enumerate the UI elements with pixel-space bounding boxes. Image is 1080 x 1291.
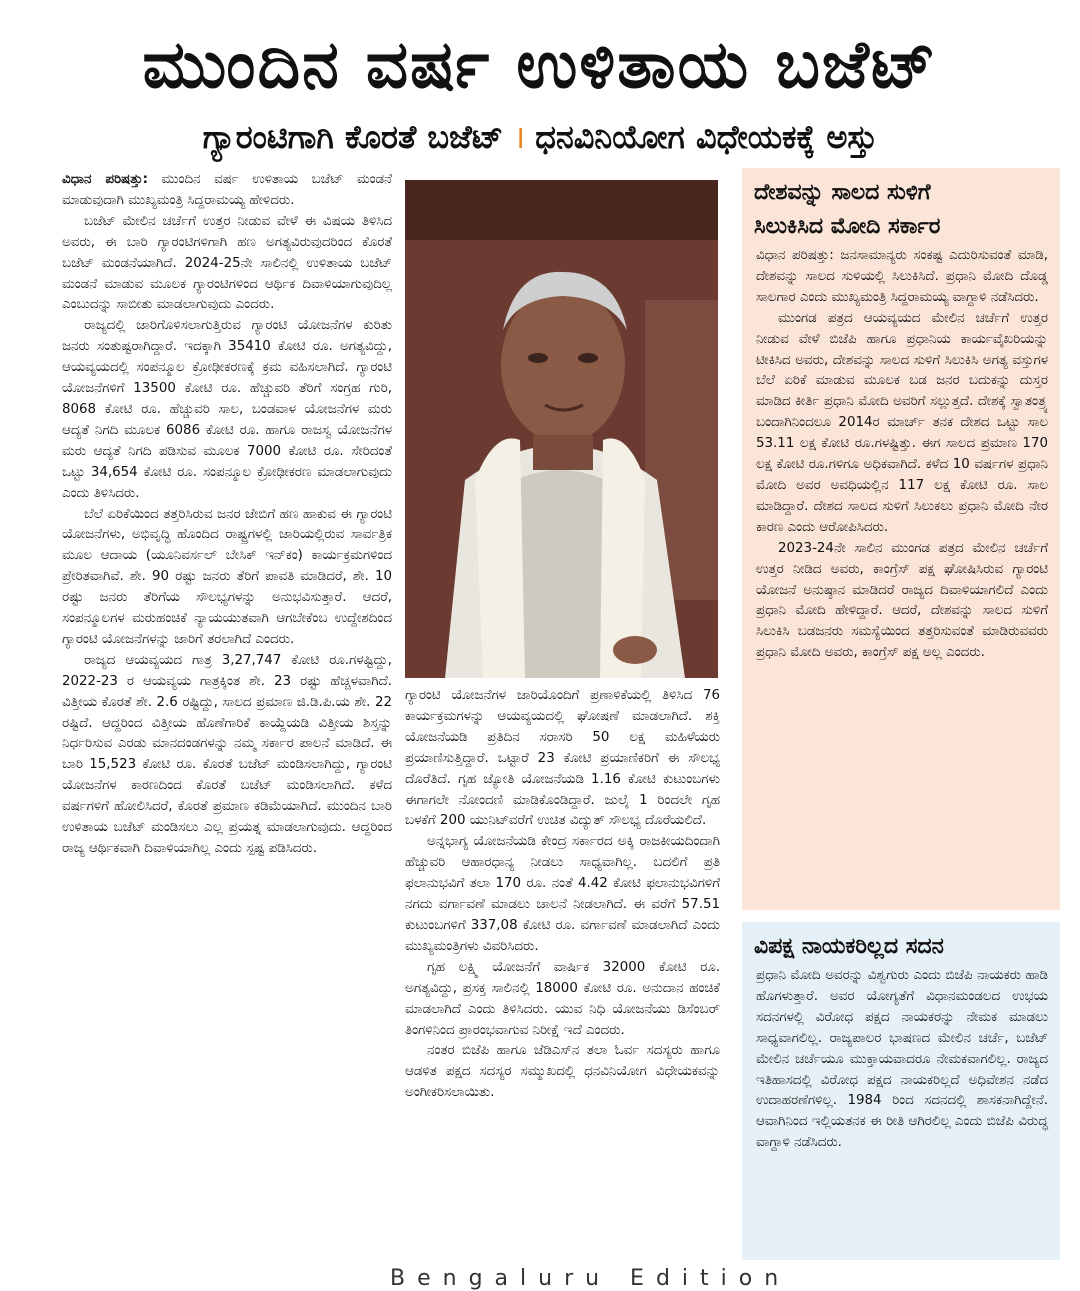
sidebar-box-title: ದೇಶವನ್ನು ಸಾಲದ ಸುಳಿಗೆ ಸಿಲುಕಿಸಿದ ಮೋದಿ ಸರ್ಕಾರ [754, 180, 941, 239]
sidebar-box-modi-debt [742, 168, 1060, 910]
article-paragraph: ಗೃಹ ಲಕ್ಷ್ಮಿ ಯೋಜನೆಗೆ ವಾರ್ಷಿಕ 32000 ಕೋಟಿ ರೂ. ಅಗತ್ಯವಿದ್ದು, ಪ್ರಸಕ್ತ ಸಾಲಿನಲ್ಲಿ 18000 ಕೋಟಿ ರೂ. ಅನುದಾನ ಹಂಚಿಕೆ ಮಾಡಲಾಗಿದೆ ಎಂದು ತಿಳಿಸಿದರು. ಯುವ ನಿಧಿ ಯೋಜನೆಯು ಡಿಸೆಂಬರ್ ತಿಂಗಳಿನಿಂದ ಪ್ರಾರಂಭವಾಗುವ ನಿರೀಕ್ಷೆ ಇದೆ ಎಂದರು. [405, 959, 720, 1038]
sidebar-box-text [742, 966, 1060, 1154]
news-photo [405, 180, 718, 678]
article-paragraph: ನಂತರ ಬಿಜೆಪಿ ಹಾಗೂ ಜೆಡಿಎಸ್‌ನ ತಲಾ ಓರ್ವ ಸದಸ್ಯರು ಹಾಗೂ ಆಡಳಿತ ಪಕ್ಷದ ಸದಸ್ಯರ ಸಮ್ಮುಖದಲ್ಲಿ ಧನವಿನಿಯೋಗ ವಿಧೇಯಕವನ್ನು ಅಂಗೀಕರಿಸಲಾಯಿತು. [405, 1043, 720, 1101]
subheadline-separator: । [513, 118, 526, 156]
subheadline-left: ಗ್ಯಾರಂಟಿಗಾಗಿ ಕೊರತೆ ಬಜೆಟ್ [202, 118, 504, 156]
article-column-left [62, 170, 392, 860]
sidebar-box-text [742, 246, 1060, 664]
article-paragraph: ರಾಜ್ಯದಲ್ಲಿ ಜಾರಿಗೊಳಿಸಲಾಗುತ್ತಿರುವ ಗ್ಯಾರಂಟಿ ಯೋಜನೆಗಳ ಕುರಿತು ಜನರು ಸಂತುಷ್ಟರಾಗಿದ್ದಾರೆ. ಇದಕ್ಕಾಗಿ 35410 ಕೋಟಿ ರೂ. ಅಗತ್ಯವಿದ್ದು, ಆಯವ್ಯಯದಲ್ಲಿ ಸಂಪನ್ಮೂಲ ಕ್ರೋಢೀಕರಣಕ್ಕೆ ಕ್ರಮ ವಹಿಸಲಾಗಿದೆ. ಗ್ಯಾರಂಟಿ ಯೋಜನೆಗಳಿಗೆ 13500 ಕೋಟಿ ರೂ. ಹೆಚ್ಚುವರಿ ತೆರಿಗೆ ಸಂಗ್ರಹ ಗುರಿ, 8068 ಕೋಟಿ ರೂ. ಹೆಚ್ಚುವರಿ ಸಾಲ, ಬಂಡವಾಳ ಯೋಜನೆಗಳ ಮರು ಆದ್ಯತೆ ನಿಗದಿ ಮೂಲಕ 6086 ಕೋಟಿ ರೂ. ಹಾಗೂ ರಾಜಸ್ವ ಯೋಜನೆಗಳ ಮರು ಆದ್ಯತೆ ನಿಗದಿ ಪಡಿಸುವ ಮೂಲಕ 7000 ಕೋಟಿ ರೂ. ಸೇರಿದಂತೆ ಒಟ್ಟು 34,654 ಕೋಟಿ ರೂ. ಸಂಪನ್ಮೂಲ ಕ್ರೋಢೀಕರಣ ಮಾಡಲಾಗುವುದು ಎಂದು ತಿಳಿಸಿದರು. [62, 318, 392, 501]
sidebar-paragraph: ಮುಂಗಡ ಪತ್ರದ ಆಯವ್ಯಯದ ಮೇಲಿನ ಚರ್ಚೆಗೆ ಉತ್ತರ ನೀಡುವ ವೇಳೆ ಬಿಜೆಪಿ ಹಾಗೂ ಪ್ರಧಾನಿಯ ಕಾರ್ಯವೈಖರಿಯನ್ನು ಟೀಕಿಸಿದ ಅವರು, ದೇಶವನ್ನು ಸಾಲದ ಸುಳಿಗೆ ಸಿಲುಕಿಸಿ ಅಗತ್ಯ ವಸ್ತುಗಳ ಬೆಲೆ ಏರಿಕೆ ಮಾಡುವ ಮೂಲಕ ಬಡ ಜನರ ಬದುಕನ್ನು ದುಸ್ತರ ಮಾಡಿದ ಕೀರ್ತಿ ಪ್ರಧಾನಿ ಮೋದಿ ಅವರಿಗೆ ಸಲ್ಲುತ್ತದೆ. ದೇಶಕ್ಕೆ ಸ್ವಾತಂತ್ರ್ಯ ಬಂದಾಗಿನಿಂದಲೂ 2014ರ ಮಾರ್ಚ್ ತನಕ ದೇಶದ ಒಟ್ಟು ಸಾಲ 53.11 ಲಕ್ಷ ಕೋಟಿ ರೂ.ಗಳಷ್ಟಿತ್ತು. ಈಗ ಸಾಲದ ಪ್ರಮಾಣ 170 ಲಕ್ಷ ಕೋಟಿ ರೂ.ಗಳಿಗೂ ಅಧಿಕವಾಗಿದೆ. ಕಳೆದ 10 ವರ್ಷಗಳ ಪ್ರಧಾನಿ ಮೋದಿ ಅವರ ಅವಧಿಯಲ್ಲಿನ 117 ಲಕ್ಷ ಕೋಟಿ ರೂ. ಸಾಲ ಮಾಡಿದ್ದಾರೆ. ದೇಶದ ಸಾಲದ ಸುಳಿಗೆ ಸಿಲುಕಲು ಪ್ರಧಾನಿ ಮೋದಿ ನೇರ ಕಾರಣ ಎಂದು ಆರೋಪಿಸಿದರು. [756, 310, 1048, 535]
headline: ಮುಂದಿನ ವರ್ಷ ಉಳಿತಾಯ ಬಜೆಟ್ [142, 26, 938, 103]
article-paragraph: ಬೆಲೆ ಏರಿಕೆಯಿಂದ ತತ್ತರಿಸಿರುವ ಜನರ ಜೇಬಿಗೆ ಹಣ ಹಾಕುವ ಈ ಗ್ಯಾರಂಟಿ ಯೋಜನೆಗಳು, ಅಭಿವೃದ್ಧಿ ಹೊಂದಿದ ರಾಷ್ಟ್ರಗಳಲ್ಲಿ ಜಾರಿಯಲ್ಲಿರುವ ಸಾರ್ವತ್ರಿಕ ಮೂಲ ಆದಾಯ (ಯೂನಿವರ್ಸಲ್ ಬೇಸಿಕ್ ಇನ್‌ಕಂ) ಕಾರ್ಯಕ್ರಮಗಳಿಂದ ಪ್ರೇರಿತವಾಗಿವೆ. ಶೇ. 90 ರಷ್ಟು ಜನರು ತೆರಿಗೆ ಪಾವತಿ ಮಾಡಿದರೆ, ಶೇ. 10 ರಷ್ಟು ಜನರು ತೆರಿಗೆಯ ಸೌಲಭ್ಯಗಳನ್ನು ಅನುಭವಿಸುತ್ತಾರೆ. ಆದರೆ, ಸಂಪನ್ಮೂಲಗಳ ಮರುಹಂಚಿಕೆ ನ್ಯಾಯಯುತವಾಗಿ ಆಗಬೇಕೆಂಬ ಉದ್ದೇಶದಿಂದ ಗ್ಯಾರಂಟಿ ಯೋಜನೆಗಳನ್ನು ಜಾರಿಗೆ ತರಲಾಗಿದೆ ಎಂದರು. [62, 506, 392, 647]
subheadline [0, 112, 1080, 162]
dateline: ವಿಧಾನ ಪರಿಷತ್ತು: [62, 172, 148, 187]
article-paragraph: ಅನ್ನಭಾಗ್ಯ ಯೋಜನೆಯಡಿ ಕೇಂದ್ರ ಸರ್ಕಾರದ ಅಕ್ಕಿ ರಾಜಕೀಯದಿಂದಾಗಿ ಹೆಚ್ಚುವರಿ ಆಹಾರಧಾನ್ಯ ನೀಡಲು ಸಾಧ್ಯವಾಗಿಲ್ಲ. ಬದಲಿಗೆ ಪ್ರತಿ ಫಲಾನುಭವಿಗೆ ತಲಾ 170 ರೂ. ನಂತೆ 4.42 ಕೋಟಿ ಫಲಾನುಭವಿಗಳಿಗೆ ನಗದು ವರ್ಗಾವಣೆ ಮಾಡಲು ಚಾಲನೆ ನೀಡಲಾಗಿದೆ. ಈ ವರೆಗೆ 57.51 ಕುಟುಂಬಗಳಿಗೆ 337,08 ಕೋಟಿ ರೂ. ವರ್ಗಾವಣೆ ಮಾಡಲಾಗಿದೆ ಎಂದು ಮುಖ್ಯಮಂತ್ರಿಗಳು ವಿವರಿಸಿದರು. [405, 834, 720, 954]
edition-footer: Bengaluru Edition [390, 1266, 791, 1291]
article-paragraph: ರಾಜ್ಯದ ಆಯವ್ಯಯದ ಗಾತ್ರ 3,27,747 ಕೋಟಿ ರೂ.ಗಳಷ್ಟಿದ್ದು, 2022-23 ರ ಆಯವ್ಯಯ ಗಾತ್ರಕ್ಕಿಂತ ಶೇ. 23 ರಷ್ಟು ಹೆಚ್ಚಳವಾಗಿದೆ. ವಿತ್ತೀಯ ಕೊರತೆ ಶೇ. 2.6 ರಷ್ಟಿದ್ದು, ಸಾಲದ ಪ್ರಮಾಣ ಜಿ.ಡಿ.ಪಿ.ಯ ಶೇ. 22 ರಷ್ಟಿದೆ. ಆದ್ದರಿಂದ ವಿತ್ತೀಯ ಹೊಣೆಗಾರಿಕೆ ಕಾಯ್ದೆಯಡಿ ವಿತ್ತೀಯ ಶಿಸ್ತನ್ನು ನಿರ್ಧರಿಸುವ ಎರಡು ಮಾನದಂಡಗಳನ್ನು ನಮ್ಮ ಸರ್ಕಾರ ಪಾಲನೆ ಮಾಡಿದೆ. ಈ ಬಾರಿ 15,523 ಕೋಟಿ ರೂ. ಕೊರತೆ ಬಜೆಟ್ ಮಂಡಿಸಲಾಗಿದ್ದು, ಗ್ಯಾರಂಟಿ ಯೋಜನೆಗಳ ಕಾರಣದಿಂದ ಕೊರತೆ ಬಜೆಟ್ ಮಂಡಿಸಲಾಗಿದೆ. ಕಳೆದ ವರ್ಷಗಳಿಗೆ ಹೋಲಿಸಿದರೆ, ಕೊರತೆ ಪ್ರಮಾಣ ಕಡಿಮೆಯಾಗಿದೆ. ಮುಂದಿನ ಬಾರಿ ಉಳಿತಾಯ ಬಜೆಟ್ ಮಂಡಿಸಲು ಎಲ್ಲ ಪ್ರಯತ್ನ ಮಾಡಲಾಗುವುದು. ಆದ್ದರಿಂದ ರಾಜ್ಯ ಆರ್ಥಿಕವಾಗಿ ದಿವಾಳಿಯಾಗಿಲ್ಲ ಎಂದು ಸ್ಪಷ್ಟ ಪಡಿಸಿದರು. [62, 652, 392, 856]
sidebar-box-title: ವಿಪಕ್ಷ ನಾಯಕರಿಲ್ಲದ ಸದನ [754, 934, 944, 959]
article-paragraph: ಬಜೆಟ್ ಮೇಲಿನ ಚರ್ಚೆಗೆ ಉತ್ತರ ನೀಡುವ ವೇಳೆ ಈ ವಿಷಯ ತಿಳಿಸಿದ ಅವರು, ಈ ಬಾರಿ ಗ್ಯಾರಂಟಿಗಳಿಗಾಗಿ ಹಣ ಅಗತ್ಯವಿರುವುದರಿಂದ ಕೊರತೆ ಬಜೆಟ್ ಮಂಡನೆಯಾಗಿದೆ. 2024-25ನೇ ಸಾಲಿನಲ್ಲಿ ಉಳಿತಾಯ ಬಜೆಟ್ ಮಂಡನೆ ಮಾಡುವ ಮೂಲಕ ಗ್ಯಾರಂಟಿಗಳಿಂದ ಆರ್ಥಿಕ ದಿವಾಳಿಯಾಗುವುದಿಲ್ಲ ಎಂಬುದನ್ನು ಸಾಬೀತು ಮಾಡಲಾಗುವುದು ಎಂದರು. [62, 213, 392, 313]
article-column-middle [405, 686, 720, 1104]
sidebar-paragraph: 2023-24ನೇ ಸಾಲಿನ ಮುಂಗಡ ಪತ್ರದ ಮೇಲಿನ ಚರ್ಚೆಗೆ ಉತ್ತರ ನೀಡಿದ ಅವರು, ಕಾಂಗ್ರೆಸ್ ಪಕ್ಷ ಘೋಷಿಸಿರುವ ಗ್ಯಾರಂಟಿ ಯೋಜನೆ ಅನುಷ್ಠಾನ ಮಾಡಿದರೆ ರಾಜ್ಯದ ದಿವಾಳಿಯಾಗಲಿದೆ ಎಂದು ಪ್ರಧಾನಿ ಮೋದಿ ಹೇಳಿದ್ದಾರೆ. ಆದರೆ, ದೇಶವನ್ನು ಸಾಲದ ಸುಳಿಗೆ ಸಿಲುಕಿಸಿ ಬಡಜನರು ಸಮಸ್ಯೆಯಿಂದ ತತ್ತರಿಸುವಂತೆ ಮಾಡಿರುವವರು ಪ್ರಧಾನಿ ಮೋದಿ ಅವರು, ಕಾಂಗ್ರೆಸ್ ಪಕ್ಷ ಅಲ್ಲ ಎಂದರು. [756, 540, 1048, 661]
sidebar-box-opposition [742, 922, 1060, 1260]
sidebar-paragraph: ಪ್ರಧಾನಿ ಮೋದಿ ಅವರನ್ನು ವಿಶ್ವಗುರು ಎಂದು ಬಿಜೆಪಿ ನಾಯಕರು ಹಾಡಿ ಹೊಗಳುತ್ತಾರೆ. ಅವರ ಯೋಗ್ಯತೆಗೆ ವಿಧಾನಮಂಡಲದ ಉಭಯ ಸದನಗಳಲ್ಲಿ ವಿರೋಧ ಪಕ್ಷದ ನಾಯಕರನ್ನು ನೇಮಕ ಮಾಡಲು ಸಾಧ್ಯವಾಗಲಿಲ್ಲ. ರಾಜ್ಯಪಾಲರ ಭಾಷಣದ ಮೇಲಿನ ಚರ್ಚೆ, ಬಜೆಟ್ ಮೇಲಿನ ಚರ್ಚೆಯೂ ಮುಕ್ತಾಯವಾದರೂ ನೇಮಕವಾಗಲಿಲ್ಲ. ರಾಜ್ಯದ ಇತಿಹಾಸದಲ್ಲಿ ವಿರೋಧ ಪಕ್ಷದ ನಾಯಕರಿಲ್ಲದೆ ಅಧಿವೇಶನ ನಡೆದ ಉದಾಹರಣೆಗಳಿಲ್ಲ. 1984 ರಿಂದ ಸದನದಲ್ಲಿ ಶಾಸಕನಾಗಿದ್ದೇನೆ. ಆವಾಗಿನಿಂದ ಇಲ್ಲಿಯತನಕ ಈ ರೀತಿ ಆಗಿರಲಿಲ್ಲ ಎಂದು ಬಿಜೆಪಿ ವಿರುದ್ಧ ವಾಗ್ದಾಳಿ ನಡೆಸಿದರು. [756, 968, 1048, 1151]
subheadline-right: ಧನವಿನಿಯೋಗ ವಿಧೇಯಕಕ್ಕೆ ಅಸ್ತು [535, 118, 878, 156]
article-paragraph: ವಿಧಾನ ಪರಿಷತ್ತು: ಮುಂದಿನ ವರ್ಷ ಉಳಿತಾಯ ಬಜೆಟ್ ಮಂಡನೆ ಮಾಡುವುದಾಗಿ ಮುಖ್ಯಮಂತ್ರಿ ಸಿದ್ದರಾಮಯ್ಯ ಹೇಳಿದರು. [62, 172, 393, 208]
sidebar-paragraph: ವಿಧಾನ ಪರಿಷತ್ತು: ಜನಸಾಮಾನ್ಯರು ಸಂಕಷ್ಟ ಎದುರಿಸುವಂತೆ ಮಾಡಿ, ದೇಶವನ್ನು ಸಾಲದ ಸುಳಿಯಲ್ಲಿ ಸಿಲುಕಿಸಿದೆ. ಪ್ರಧಾನಿ ಮೋದಿ ದೊಡ್ಡ ಸಾಲಗಾರ ಎಂದು ಮುಖ್ಯಮಂತ್ರಿ ಸಿದ್ದರಾಮಯ್ಯ ವಾಗ್ದಾಳಿ ನಡೆಸಿದರು. [756, 248, 1048, 305]
article-paragraph: ಗ್ಯಾರಂಟಿ ಯೋಜನೆಗಳ ಜಾರಿಯೊಂದಿಗೆ ಪ್ರಣಾಳಿಕೆಯಲ್ಲಿ ತಿಳಿಸಿದ 76 ಕಾರ್ಯಕ್ರಮಗಳನ್ನು ಆಯವ್ಯಯದಲ್ಲಿ ಘೋಷಣೆ ಮಾಡಲಾಗಿದೆ. ಶಕ್ತಿ ಯೋಜನೆಯಡಿ ಪ್ರತಿದಿನ ಸರಾಸರಿ 50 ಲಕ್ಷ ಮಹಿಳೆಯರು ಪ್ರಯಾಣಿಸುತ್ತಿದ್ದಾರೆ. ಒಟ್ಟಾರೆ 23 ಕೋಟಿ ಪ್ರಯಾಣಿಕರಿಗೆ ಈ ಸೌಲಭ್ಯ ದೊರೆತಿದೆ. ಗೃಹ ಜ್ಯೋತಿ ಯೋಜನೆಯಡಿ 1.16 ಕೋಟಿ ಕುಟುಂಬಗಳು ಈಗಾಗಲೇ ನೋಂದಣಿ ಮಾಡಿಕೊಂಡಿದ್ದಾರೆ. ಜುಲೈ 1 ರಿಂದಲೇ ಗೃಹ ಬಳಕೆಗೆ 200 ಯುನಿಟ್‌ವರೆಗೆ ಉಚಿತ ವಿದ್ಯುತ್ ಸೌಲಭ್ಯ ದೊರೆಯಲಿದೆ. [405, 688, 720, 829]
